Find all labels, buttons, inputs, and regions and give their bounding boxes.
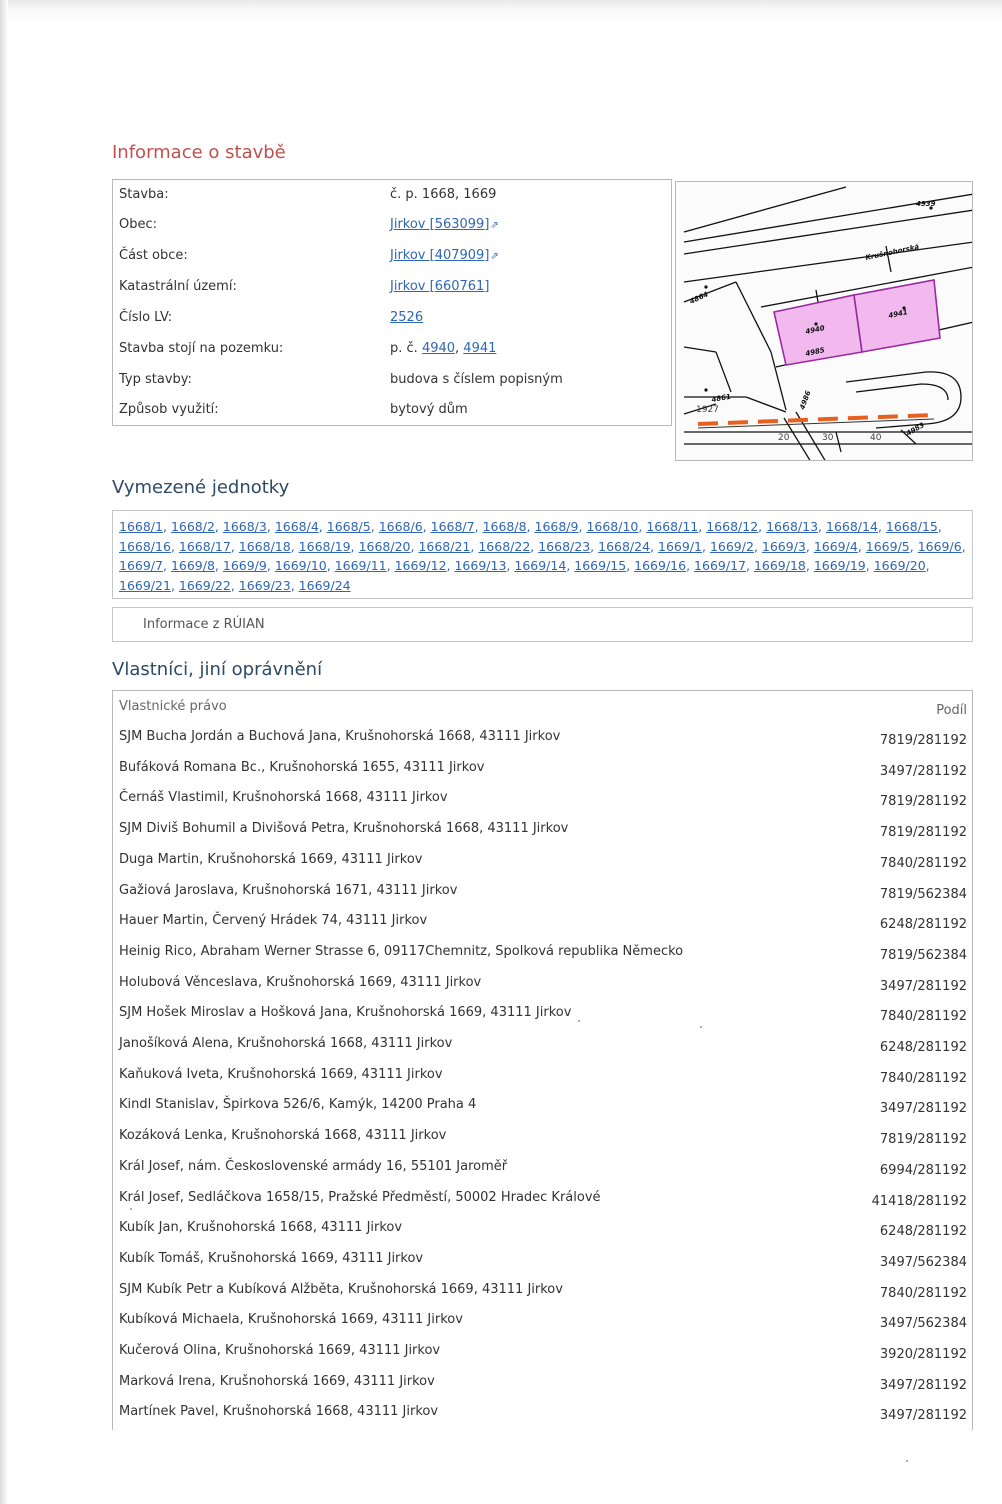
scan-speck [700, 1026, 702, 1028]
unit-separator: , [566, 558, 575, 573]
info-value [390, 279, 489, 294]
unit-link[interactable]: 1668/15 [885, 519, 938, 534]
unit-link[interactable]: 1669/23 [238, 577, 291, 593]
column-header-share: Podíl [936, 703, 967, 718]
unit-link[interactable]: 1669/14 [514, 558, 567, 573]
unit-link[interactable]: 1668/9 [534, 519, 579, 534]
unit-separator: , [818, 519, 826, 534]
info-label: Stavba stojí na pozemku: [119, 341, 284, 356]
parcel-link-4941[interactable]: 4941 [463, 341, 497, 356]
unit-link[interactable]: 1669/8 [170, 558, 215, 573]
obec-link[interactable]: Jirkov [563099] [390, 217, 490, 232]
info-row-typ-stavby [119, 372, 667, 396]
cislo-lv-link[interactable]: 2526 [390, 310, 424, 325]
parcel-prefix: p. č. [390, 341, 418, 356]
owner-name: SJM Kubík Petr a Kubíková Alžběta, Krušnohorská 1669, 43111 Jirkov [119, 1282, 563, 1297]
unit-link[interactable]: 1669/1 [658, 538, 702, 554]
unit-link[interactable]: 1668/14 [826, 519, 878, 534]
section-title-stavba: Informace o stavbě [112, 142, 286, 163]
info-label: Číslo LV: [119, 310, 173, 325]
unit-separator: , [925, 558, 930, 573]
unit-link[interactable]: 1669/5 [865, 538, 910, 554]
unit-link[interactable]: 1669/4 [813, 538, 858, 554]
info-row-cislo-lv [119, 310, 667, 334]
unit-separator: , [638, 519, 647, 534]
info-value: budova s číslem popisným [390, 372, 563, 387]
owner-name: Martínek Pavel, Krušnohorská 1668, 43111 Jirkov [119, 1404, 439, 1419]
map-scale-label: 30 [822, 433, 834, 443]
unit-separator: , [470, 538, 479, 554]
unit-link[interactable]: 1668/12 [706, 519, 759, 534]
unit-link[interactable]: 1669/20 [873, 558, 926, 573]
info-row-cast-obce [119, 248, 667, 272]
info-value: p. č. 4940, 4941 [390, 341, 497, 356]
unit-separator: , [386, 558, 395, 573]
unit-separator: , [961, 538, 966, 554]
owner-name: Král Josef, Sedláčkova 1658/15, Pražské Předměstí, 50002 Hradec Králové [119, 1190, 601, 1205]
owner-name: Heinig Rico, Abraham Werner Strasse 6, 09117Chemnitz, Spolková republika Německo [119, 944, 684, 959]
owner-share: 3497/281192 [879, 764, 967, 779]
unit-separator: , [370, 519, 379, 534]
unit-link[interactable]: 1668/7 [430, 519, 475, 534]
unit-link[interactable]: 1669/3 [761, 538, 806, 554]
scan-shadow-top [0, 0, 1002, 22]
map-label: 4983 [905, 421, 926, 438]
info-row-obec [119, 217, 667, 241]
owner-name: Kubík Jan, Krušnohorská 1668, 43111 Jirkov [119, 1220, 403, 1235]
info-row-zpusob-vyuziti [119, 402, 667, 426]
info-value [390, 217, 499, 232]
unit-separator: , [162, 558, 171, 573]
unit-separator: , [290, 577, 299, 593]
map-label: 4986 [798, 389, 813, 411]
owner-row [119, 944, 967, 970]
info-label: Obec: [119, 217, 158, 232]
ruian-label: Informace z RÚIAN [143, 617, 265, 632]
owner-name: Kaňuková Iveta, Krušnohorská 1669, 43111 Jirkov [119, 1067, 443, 1082]
owner-row [119, 1343, 967, 1369]
unit-link[interactable]: 1668/6 [378, 519, 423, 534]
info-label: Typ stavby: [119, 372, 192, 387]
map-label: 4864 [688, 290, 710, 306]
owner-share: 6248/281192 [879, 1224, 967, 1239]
owner-name: Bufáková Romana Bc., Krušnohorská 1655, 43111 Jirkov [119, 760, 485, 775]
owner-row [119, 883, 967, 909]
unit-separator: , [266, 519, 275, 534]
owner-share: 3497/281192 [879, 1101, 967, 1116]
scan-shadow-left [0, 0, 8, 1504]
map-label: 4939 [916, 200, 936, 208]
unit-link[interactable]: 1669/10 [274, 558, 327, 573]
cadastral-map[interactable] [675, 181, 973, 461]
scan-speck [130, 1208, 132, 1210]
external-link-icon[interactable]: ⇗ [490, 251, 499, 262]
owner-name: Král Josef, nám. Československé armády 16, 55101 Jaroměř [119, 1159, 508, 1174]
unit-link[interactable]: 1669/9 [222, 558, 267, 573]
unit-separator: , [526, 519, 535, 534]
owner-name: Kozáková Lenka, Krušnohorská 1668, 43111 Jirkov [119, 1128, 447, 1143]
unit-separator: , [326, 558, 335, 573]
owner-row [119, 913, 967, 939]
unit-separator: , [214, 558, 223, 573]
unit-link[interactable]: 1668/20 [358, 538, 411, 554]
owner-row [119, 1067, 967, 1093]
owner-row [119, 1128, 967, 1154]
owner-share: 3497/281192 [879, 1408, 967, 1423]
owner-row [119, 1220, 967, 1246]
unit-separator: , [230, 538, 239, 554]
parcel-link-4940[interactable]: 4940 [421, 341, 456, 356]
unit-link[interactable]: 1669/11 [334, 558, 387, 573]
unit-separator: , [410, 538, 419, 554]
owner-name: Duga Martin, Krušnohorská 1669, 43111 Jirkov [119, 852, 423, 867]
unit-separator: , [857, 538, 866, 554]
owner-row [119, 1097, 967, 1123]
unit-link[interactable]: 1669/12 [394, 558, 447, 573]
ruian-info-button[interactable] [112, 607, 973, 642]
owner-share: 7819/281192 [879, 825, 967, 840]
owner-share: 7840/281192 [879, 856, 967, 871]
owner-share: 7819/562384 [879, 887, 967, 902]
scan-speck [906, 1460, 908, 1462]
unit-separator: , [937, 519, 942, 534]
units-list [112, 510, 973, 599]
unit-separator: , [446, 558, 455, 573]
unit-link[interactable]: 1668/18 [238, 538, 291, 554]
owner-share: 41418/281192 [871, 1194, 967, 1209]
unit-link[interactable]: 1668/17 [178, 538, 231, 554]
unit-separator: , [170, 577, 179, 593]
map-scale-label: 20 [778, 433, 790, 443]
column-header-ownership: Vlastnické právo [119, 699, 227, 714]
unit-separator: , [745, 558, 754, 573]
unit-separator: , [170, 538, 179, 554]
unit-separator: , [474, 519, 483, 534]
owner-share: 3497/562384 [879, 1255, 967, 1270]
owners-table [112, 690, 973, 1430]
owner-row [119, 1404, 967, 1430]
unit-separator: , [578, 519, 587, 534]
owner-name: SJM Diviš Bohumil a Divišová Petra, Krušnohorská 1668, 43111 Jirkov [119, 821, 569, 836]
unit-separator: , [214, 519, 223, 534]
owner-share: 7819/281192 [879, 794, 967, 809]
cast-obce-link[interactable]: Jirkov [407909] [390, 248, 490, 263]
owner-name: SJM Bucha Jordán a Buchová Jana, Krušnohorská 1668, 43111 Jirkov [119, 729, 561, 744]
unit-link[interactable]: 1668/11 [646, 519, 699, 534]
owner-row [119, 852, 967, 878]
unit-link[interactable]: 1668/19 [298, 538, 351, 554]
info-row-pozemek [119, 341, 667, 365]
owner-share: 7840/281192 [879, 1009, 967, 1024]
owner-row [119, 975, 967, 1001]
unit-separator: , [506, 558, 515, 573]
unit-link[interactable]: 1669/7 [119, 558, 163, 573]
unit-link[interactable]: 1669/16 [634, 558, 687, 573]
owner-row [119, 821, 967, 847]
owner-share: 6248/281192 [879, 917, 967, 932]
cadastral-map-drawing [676, 182, 973, 461]
unit-separator: , [753, 538, 762, 554]
map-scale-label: 40 [870, 433, 882, 443]
unit-separator: , [318, 519, 327, 534]
unit-separator: , [290, 538, 299, 554]
owner-share: 7840/281192 [879, 1071, 967, 1086]
unit-separator: , [686, 558, 695, 573]
unit-link[interactable]: 1668/3 [222, 519, 267, 534]
owner-row [119, 760, 967, 786]
section-title-jednotky: Vymezené jednotky [112, 477, 290, 498]
building-info-table [112, 179, 672, 426]
unit-separator: , [909, 538, 918, 554]
info-label: Způsob využití: [119, 402, 219, 417]
owner-name: SJM Hošek Miroslav a Hošková Jana, Krušnohorská 1669, 43111 Jirkov [119, 1005, 572, 1020]
map-label: 4985 [804, 346, 826, 358]
map-label: Krušnohorská [864, 242, 920, 262]
owner-row [119, 1312, 967, 1338]
owners-table-header [119, 699, 967, 721]
owner-name: Kubíková Michaela, Krušnohorská 1669, 43111 Jirkov [119, 1312, 463, 1327]
owner-share: 6994/281192 [879, 1163, 967, 1178]
unit-separator: , [422, 519, 431, 534]
info-row-stavba [119, 187, 667, 211]
owner-share: 7819/562384 [879, 948, 967, 963]
unit-link[interactable]: 1668/22 [478, 538, 531, 554]
external-link-icon[interactable]: ⇗ [490, 220, 499, 231]
unit-link[interactable]: 1668/21 [418, 538, 471, 554]
scan-speck [578, 1020, 580, 1022]
map-label: 1927 [696, 405, 719, 415]
owner-name: Marková Irena, Krušnohorská 1669, 43111 Jirkov [119, 1374, 435, 1389]
unit-separator: , [805, 538, 814, 554]
map-label: 4940 [804, 324, 826, 336]
info-value [390, 248, 499, 263]
unit-separator: , [650, 538, 659, 554]
unit-separator: , [865, 558, 874, 573]
owner-name: Gažiová Jaroslava, Krušnohorská 1671, 43111 Jirkov [119, 883, 458, 898]
owner-share: 3497/562384 [879, 1316, 967, 1331]
owner-row [119, 1374, 967, 1400]
unit-separator: , [626, 558, 635, 573]
unit-link[interactable]: 1668/16 [119, 538, 171, 554]
unit-link[interactable]: 1668/4 [274, 519, 319, 534]
info-value: č. p. 1668, 1669 [390, 187, 497, 202]
info-label: Část obce: [119, 248, 188, 263]
owner-name: Hauer Martin, Červený Hrádek 74, 43111 Jirkov [119, 913, 428, 928]
section-title-vlastnici: Vlastníci, jiní oprávnění [112, 659, 323, 680]
unit-separator: , [702, 538, 710, 554]
unit-link[interactable]: 1669/6 [917, 538, 962, 554]
owner-name: Černáš Vlastimil, Krušnohorská 1668, 43111 Jirkov [119, 790, 448, 805]
info-value [390, 310, 423, 325]
unit-separator: , [877, 519, 886, 534]
map-label: 4941 [887, 308, 909, 320]
unit-link[interactable]: 1668/1 [119, 519, 163, 534]
owner-row [119, 1159, 967, 1185]
owner-share: 6248/281192 [879, 1040, 967, 1055]
unit-link[interactable]: 1668/5 [326, 519, 371, 534]
owner-row [119, 1005, 967, 1031]
unit-link[interactable]: 1669/18 [753, 558, 806, 573]
owner-row [119, 1251, 967, 1277]
unit-separator: , [266, 558, 275, 573]
info-label: Katastrální území: [119, 279, 237, 294]
unit-link[interactable]: 1669/17 [694, 558, 746, 573]
info-label: Stavba: [119, 187, 169, 202]
owner-share: 3920/281192 [879, 1347, 967, 1362]
unit-link[interactable]: 1668/23 [538, 538, 591, 554]
owner-name: Kučerová Olina, Krušnohorská 1669, 43111 Jirkov [119, 1343, 441, 1358]
unit-link[interactable]: 1669/2 [709, 538, 754, 554]
unit-separator: , [698, 519, 707, 534]
info-row-katastralni-uzemi [119, 279, 667, 303]
map-label: 4861 [710, 392, 732, 404]
owner-name: Kubík Tomáš, Krušnohorská 1669, 43111 Jirkov [119, 1251, 424, 1266]
info-value: bytový dům [390, 402, 468, 417]
unit-separator: , [230, 577, 239, 593]
katastralni-uzemi-link[interactable]: Jirkov [660761] [390, 279, 490, 294]
owner-share: 7819/281192 [879, 733, 967, 748]
unit-link[interactable]: 1669/21 [119, 577, 171, 593]
unit-separator: , [805, 558, 814, 573]
unit-link[interactable]: 1669/22 [178, 577, 231, 593]
unit-link[interactable]: 1668/24 [598, 538, 651, 554]
owner-row [119, 790, 967, 816]
unit-separator: , [530, 538, 539, 554]
unit-separator: , [590, 538, 599, 554]
owner-share: 3497/281192 [879, 979, 967, 994]
unit-link[interactable]: 1668/13 [766, 519, 819, 534]
owner-share: 7819/281192 [879, 1132, 967, 1147]
owner-name: Kindl Stanislav, Špirkova 526/6, Kamýk, 14200 Praha 4 [119, 1097, 477, 1112]
unit-link[interactable]: 1668/2 [170, 519, 215, 534]
unit-separator: , [350, 538, 359, 554]
owner-row [119, 1036, 967, 1062]
unit-link[interactable]: 1669/13 [454, 558, 507, 573]
owner-name: Holubová Věnceslava, Krušnohorská 1669, 43111 Jirkov [119, 975, 482, 990]
unit-link[interactable]: 1669/19 [813, 558, 866, 573]
unit-link[interactable]: 1669/15 [574, 558, 627, 573]
owner-row [119, 729, 967, 755]
unit-link[interactable]: 1669/24 [298, 577, 351, 593]
unit-link[interactable]: 1668/8 [482, 519, 527, 534]
unit-separator: , [758, 519, 767, 534]
owner-row [119, 1190, 967, 1216]
owner-name: Janošíková Alena, Krušnohorská 1668, 43111 Jirkov [119, 1036, 453, 1051]
owner-share: 3497/281192 [879, 1378, 967, 1393]
unit-separator: , [162, 519, 171, 534]
owner-row [119, 1282, 967, 1308]
unit-link[interactable]: 1668/10 [586, 519, 639, 534]
owner-share: 7840/281192 [879, 1286, 967, 1301]
